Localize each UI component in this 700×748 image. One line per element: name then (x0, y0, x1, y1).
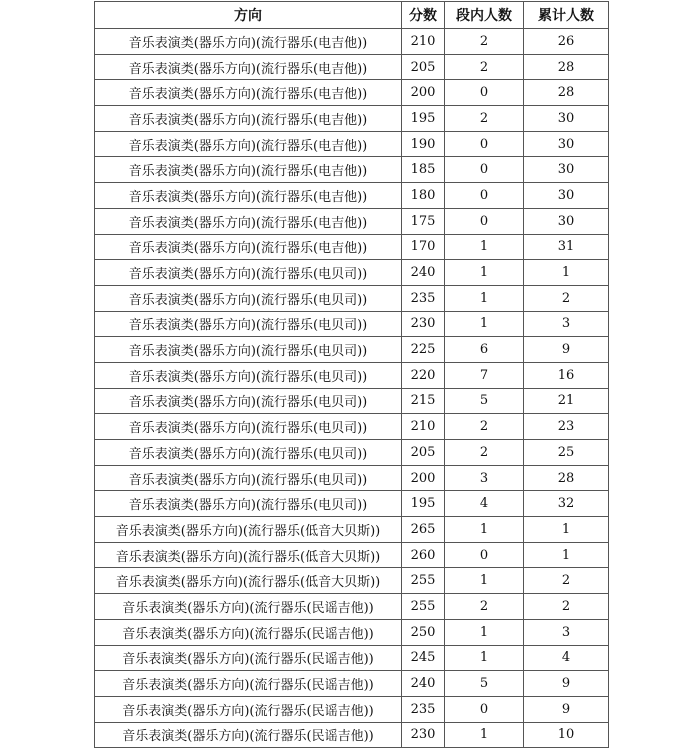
cell-direction: 音乐表演类(器乐方向)(流行器乐(电贝司)) (95, 260, 402, 286)
table-row (95, 645, 609, 671)
cell-segment-count: 5 (445, 671, 524, 697)
cell-cumulative-count: 28 (524, 465, 609, 491)
cell-direction: 音乐表演类(器乐方向)(流行器乐(低音大贝斯)) (95, 542, 402, 568)
cell-score: 195 (402, 491, 445, 517)
table-row (95, 362, 609, 388)
cell-direction: 音乐表演类(器乐方向)(流行器乐(电吉他)) (95, 183, 402, 209)
cell-segment-count: 1 (445, 517, 524, 543)
cell-score: 235 (402, 696, 445, 722)
header-score: 分数 (402, 2, 445, 29)
cell-direction: 音乐表演类(器乐方向)(流行器乐(民谣吉他)) (95, 619, 402, 645)
table-row (95, 337, 609, 363)
cell-score: 200 (402, 80, 445, 106)
cell-direction: 音乐表演类(器乐方向)(流行器乐(电吉他)) (95, 54, 402, 80)
cell-segment-count: 2 (445, 54, 524, 80)
cell-score: 230 (402, 311, 445, 337)
table-row (95, 388, 609, 414)
table-row (95, 619, 609, 645)
table-row (95, 440, 609, 466)
cell-segment-count: 1 (445, 311, 524, 337)
cell-direction: 音乐表演类(器乐方向)(流行器乐(电贝司)) (95, 465, 402, 491)
cell-direction: 音乐表演类(器乐方向)(流行器乐(电贝司)) (95, 311, 402, 337)
cell-cumulative-count: 9 (524, 337, 609, 363)
cell-cumulative-count: 30 (524, 131, 609, 157)
table-row (95, 54, 609, 80)
table-row (95, 285, 609, 311)
table-row (95, 131, 609, 157)
cell-segment-count: 0 (445, 131, 524, 157)
cell-direction: 音乐表演类(器乐方向)(流行器乐(电吉他)) (95, 131, 402, 157)
cell-score: 255 (402, 568, 445, 594)
cell-direction: 音乐表演类(器乐方向)(流行器乐(电贝司)) (95, 491, 402, 517)
cell-direction: 音乐表演类(器乐方向)(流行器乐(电吉他)) (95, 29, 402, 55)
table-row (95, 311, 609, 337)
cell-direction: 音乐表演类(器乐方向)(流行器乐(电贝司)) (95, 388, 402, 414)
cell-cumulative-count: 21 (524, 388, 609, 414)
cell-cumulative-count: 2 (524, 594, 609, 620)
cell-cumulative-count: 10 (524, 722, 609, 748)
cell-segment-count: 1 (445, 619, 524, 645)
cell-score: 235 (402, 285, 445, 311)
table-row (95, 722, 609, 748)
cell-segment-count: 1 (445, 285, 524, 311)
cell-segment-count: 0 (445, 542, 524, 568)
cell-cumulative-count: 1 (524, 260, 609, 286)
table-row (95, 517, 609, 543)
cell-cumulative-count: 3 (524, 619, 609, 645)
cell-direction: 音乐表演类(器乐方向)(流行器乐(电吉他)) (95, 234, 402, 260)
cell-segment-count: 4 (445, 491, 524, 517)
cell-segment-count: 0 (445, 696, 524, 722)
cell-score: 180 (402, 183, 445, 209)
cell-segment-count: 1 (445, 645, 524, 671)
cell-score: 215 (402, 388, 445, 414)
cell-score: 170 (402, 234, 445, 260)
cell-segment-count: 3 (445, 465, 524, 491)
cell-score: 205 (402, 54, 445, 80)
cell-segment-count: 2 (445, 594, 524, 620)
cell-score: 175 (402, 208, 445, 234)
cell-segment-count: 2 (445, 440, 524, 466)
table-row (95, 29, 609, 55)
header-cumulative-count: 累计人数 (524, 2, 609, 29)
cell-segment-count: 1 (445, 722, 524, 748)
table-row (95, 183, 609, 209)
cell-direction: 音乐表演类(器乐方向)(流行器乐(民谣吉他)) (95, 671, 402, 697)
table-row (95, 491, 609, 517)
cell-score: 205 (402, 440, 445, 466)
cell-score: 260 (402, 542, 445, 568)
cell-score: 240 (402, 260, 445, 286)
cell-cumulative-count: 1 (524, 542, 609, 568)
table-row (95, 465, 609, 491)
cell-direction: 音乐表演类(器乐方向)(流行器乐(民谣吉他)) (95, 696, 402, 722)
cell-score: 250 (402, 619, 445, 645)
header-segment-count: 段内人数 (445, 2, 524, 29)
table-row (95, 696, 609, 722)
table-body (95, 29, 609, 748)
cell-direction: 音乐表演类(器乐方向)(流行器乐(电贝司)) (95, 362, 402, 388)
header-direction: 方向 (95, 2, 402, 29)
cell-segment-count: 0 (445, 208, 524, 234)
cell-segment-count: 5 (445, 388, 524, 414)
cell-direction: 音乐表演类(器乐方向)(流行器乐(电吉他)) (95, 157, 402, 183)
cell-direction: 音乐表演类(器乐方向)(流行器乐(电贝司)) (95, 414, 402, 440)
cell-score: 245 (402, 645, 445, 671)
table-row (95, 260, 609, 286)
cell-score: 190 (402, 131, 445, 157)
cell-score: 185 (402, 157, 445, 183)
cell-direction: 音乐表演类(器乐方向)(流行器乐(电吉他)) (95, 208, 402, 234)
cell-cumulative-count: 32 (524, 491, 609, 517)
table-row (95, 234, 609, 260)
table-row (95, 671, 609, 697)
cell-segment-count: 1 (445, 260, 524, 286)
cell-direction: 音乐表演类(器乐方向)(流行器乐(民谣吉他)) (95, 722, 402, 748)
cell-cumulative-count: 2 (524, 285, 609, 311)
cell-cumulative-count: 3 (524, 311, 609, 337)
cell-segment-count: 0 (445, 80, 524, 106)
score-table-container (94, 1, 609, 748)
cell-segment-count: 2 (445, 106, 524, 132)
cell-score: 240 (402, 671, 445, 697)
cell-direction: 音乐表演类(器乐方向)(流行器乐(电吉他)) (95, 106, 402, 132)
table-row (95, 106, 609, 132)
cell-score: 225 (402, 337, 445, 363)
score-distribution-table (94, 1, 609, 748)
table-row (95, 568, 609, 594)
table-row (95, 80, 609, 106)
table-row (95, 414, 609, 440)
cell-score: 195 (402, 106, 445, 132)
cell-direction: 音乐表演类(器乐方向)(流行器乐(电贝司)) (95, 337, 402, 363)
cell-segment-count: 7 (445, 362, 524, 388)
table-row (95, 594, 609, 620)
cell-score: 255 (402, 594, 445, 620)
cell-direction: 音乐表演类(器乐方向)(流行器乐(电贝司)) (95, 285, 402, 311)
cell-cumulative-count: 9 (524, 696, 609, 722)
cell-segment-count: 0 (445, 157, 524, 183)
table-row (95, 208, 609, 234)
cell-score: 210 (402, 414, 445, 440)
cell-segment-count: 6 (445, 337, 524, 363)
cell-direction: 音乐表演类(器乐方向)(流行器乐(电贝司)) (95, 440, 402, 466)
cell-direction: 音乐表演类(器乐方向)(流行器乐(电吉他)) (95, 80, 402, 106)
cell-cumulative-count: 30 (524, 208, 609, 234)
cell-score: 230 (402, 722, 445, 748)
table-header-row (95, 2, 609, 29)
cell-score: 220 (402, 362, 445, 388)
cell-cumulative-count: 26 (524, 29, 609, 55)
cell-cumulative-count: 1 (524, 517, 609, 543)
table-row (95, 542, 609, 568)
cell-cumulative-count: 2 (524, 568, 609, 594)
cell-segment-count: 0 (445, 183, 524, 209)
cell-score: 200 (402, 465, 445, 491)
cell-cumulative-count: 28 (524, 54, 609, 80)
cell-cumulative-count: 16 (524, 362, 609, 388)
cell-direction: 音乐表演类(器乐方向)(流行器乐(低音大贝斯)) (95, 517, 402, 543)
cell-segment-count: 2 (445, 29, 524, 55)
cell-direction: 音乐表演类(器乐方向)(流行器乐(民谣吉他)) (95, 594, 402, 620)
cell-cumulative-count: 28 (524, 80, 609, 106)
cell-segment-count: 1 (445, 568, 524, 594)
cell-direction: 音乐表演类(器乐方向)(流行器乐(民谣吉他)) (95, 645, 402, 671)
cell-cumulative-count: 30 (524, 106, 609, 132)
cell-cumulative-count: 23 (524, 414, 609, 440)
cell-direction: 音乐表演类(器乐方向)(流行器乐(低音大贝斯)) (95, 568, 402, 594)
cell-cumulative-count: 30 (524, 157, 609, 183)
cell-score: 265 (402, 517, 445, 543)
cell-score: 210 (402, 29, 445, 55)
cell-segment-count: 1 (445, 234, 524, 260)
cell-cumulative-count: 4 (524, 645, 609, 671)
cell-cumulative-count: 9 (524, 671, 609, 697)
cell-cumulative-count: 25 (524, 440, 609, 466)
cell-cumulative-count: 31 (524, 234, 609, 260)
cell-segment-count: 2 (445, 414, 524, 440)
cell-cumulative-count: 30 (524, 183, 609, 209)
table-row (95, 157, 609, 183)
